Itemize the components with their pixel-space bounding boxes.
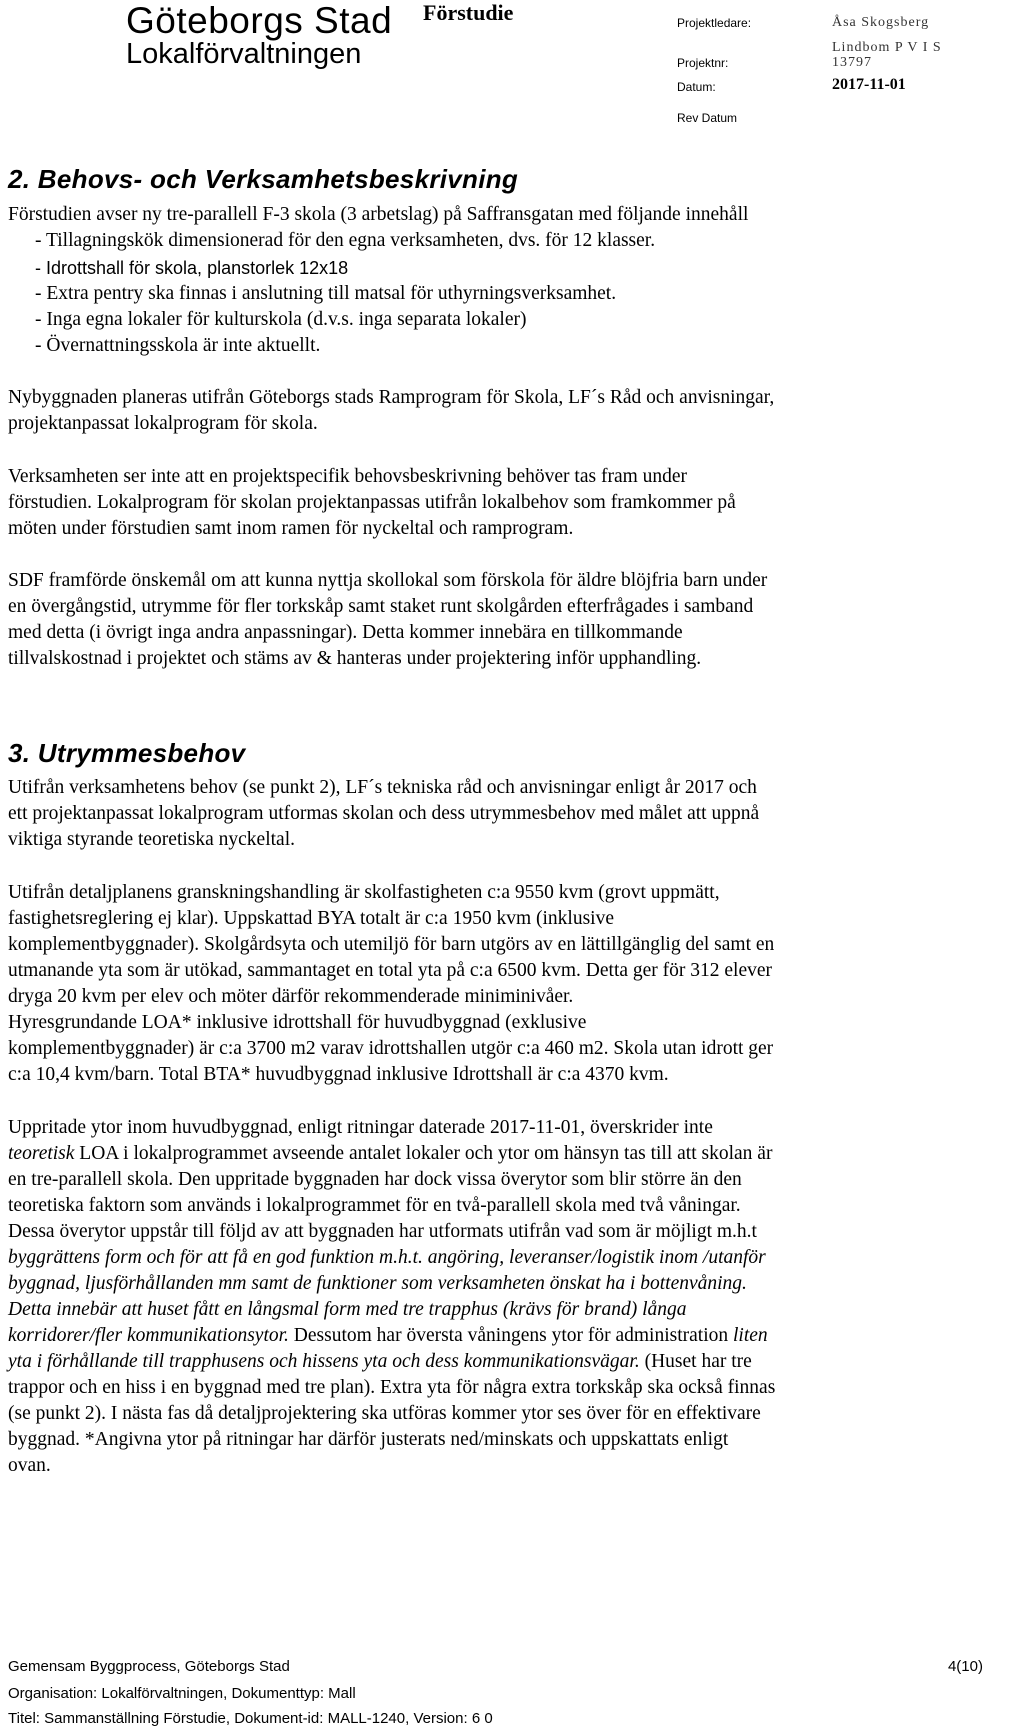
paragraph-line: teoretiska faktorn som används i lokalprogrammet för en två-parallell skola med två våningar.	[8, 1195, 741, 1216]
section-3-heading: 3. Utrymmesbehov	[8, 738, 246, 768]
paragraph-line: byggrättens form och för att få en god funktion m.h.t. angöring, leveranser/logistik inom /utanför	[8, 1247, 766, 1268]
section-2-heading: 2. Behovs- och Verksamhetsbeskrivning	[8, 164, 519, 194]
paragraph-line: Dessa överytor uppstår till följd av att byggnaden har utformats utifrån vad som är möjligt m.h.t	[8, 1221, 757, 1242]
org-department: Lokalförvaltningen	[126, 38, 362, 70]
line-text: (Huset har tre	[639, 1351, 752, 1372]
paragraph-line: Nybyggnaden planeras utifrån Göteborgs stads Ramprogram för Skola, LF´s Råd och anvisningar,	[8, 387, 775, 408]
page-number: 4(10)	[947, 1658, 983, 1675]
paragraph-line: byggnad, ljusförhållanden mm samt de funktioner som verksamheten önskat ha i bottenvåning.	[8, 1273, 747, 1294]
italic-term: teoretisk	[8, 1143, 75, 1164]
section-2-intro: Förstudien avser ny tre-parallell F-3 skola (3 arbetslag) på Saffransgatan med följande innehåll	[8, 204, 749, 225]
italic-text: korridorer/fler kommunikationsytor.	[8, 1325, 289, 1346]
paragraph-line: dryga 20 kvm per elev och möter därför rekommenderade miniminivåer.	[8, 986, 574, 1007]
paragraph-line: möten under förstudien samt inom ramen för nyckeltal och ramprogram.	[8, 518, 574, 539]
paragraph-line	[8, 1325, 768, 1347]
italic-text: liten	[733, 1325, 768, 1346]
paragraph-line: Utifrån detaljplanens granskningshandling är skolfastigheten c:a 9550 kvm (grovt uppmätt,	[8, 882, 720, 903]
paragraph-line: byggnad. *Angivna ytor på ritningar har därför justerats ned/minskats och uppskattats enligt	[8, 1429, 729, 1450]
org-name: Göteborgs Stad	[126, 0, 393, 41]
bullet-item: - Inga egna lokaler för kulturskola (d.v.s. inga separata lokaler)	[35, 309, 527, 330]
line-text: LOA i lokalprogrammet avseende antalet lokaler och ytor om hänsyn tas till att skolan är	[74, 1143, 773, 1164]
rev-datum-label: Rev Datum	[677, 111, 738, 125]
consultant-value: Lindbom P V I S	[832, 40, 942, 55]
paragraph-line: c:a 10,4 kvm/barn. Total BTA* huvudbyggnad inklusive Idrottshall är c:a 4370 kvm.	[8, 1064, 669, 1085]
projektledare-label: Projektledare:	[677, 16, 752, 30]
paragraph-line	[8, 1351, 752, 1373]
paragraph-line: utmanande yta som är utökad, sammantaget en total yta på c:a 6500 kvm. Detta ger för 312 elever	[8, 960, 773, 981]
paragraph-line: trappor och en hiss i en byggnad med tre plan). Extra yta för några extra torkskåp ska också finnas	[8, 1377, 776, 1398]
bullet-item: - Tillagningskök dimensionerad för den egna verksamheten, dvs. för 12 klasser.	[35, 230, 656, 251]
paragraph-line: komplementbyggnader) är c:a 3700 m2 varav idrottshallen utgör c:a 460 m2. Skola utan idrott ger	[8, 1038, 774, 1059]
bullet-item: - Extra pentry ska finnas i anslutning till matsal för uthyrningsverksamhet.	[35, 283, 617, 304]
projektnr-label: Projektnr:	[677, 56, 729, 70]
document-type: Förstudie	[423, 0, 514, 25]
paragraph-line: tillvalskostnad i projektet och stäms av & hanteras under projektering inför upphandling.	[8, 648, 702, 669]
paragraph-line	[8, 1143, 772, 1165]
projektledare-value: Åsa Skogsberg	[832, 15, 930, 30]
paragraph-line: fastighetsreglering ej klar). Uppskattad BYA totalt är c:a 1950 kvm (inklusive	[8, 908, 614, 929]
paragraph-line: förstudien. Lokalprogram för skolan projektanpassas utifrån lokalbehov som framkommer på	[8, 492, 736, 513]
paragraph-line: ett projektanpassat lokalprogram utformas skolan och dess utrymmesbehov med målet att uppnå	[8, 803, 760, 824]
datum-value: 2017-11-01	[832, 76, 906, 93]
footer-line-2: Organisation: Lokalförvaltningen, Dokumenttyp: Mall	[8, 1685, 356, 1702]
paragraph-line: en övergångstid, utrymme för fler torkskåp samt staket runt skolgården efterfrågades i samband	[8, 596, 754, 617]
paragraph-line: viktiga styrande teoretiska nyckeltal.	[8, 829, 295, 850]
footer-line-3: Titel: Sammanställning Förstudie, Dokument-id: MALL-1240, Version: 6 0	[8, 1710, 493, 1727]
italic-text: yta i förhållande till trapphusens och hissens yta och dess kommunikationsvägar.	[8, 1351, 640, 1372]
projektnr-value: 13797	[832, 55, 872, 70]
datum-label: Datum:	[677, 80, 716, 94]
bullet-item: - Idrottshall för skola, planstorlek 12x18	[35, 258, 349, 278]
paragraph-line: Utifrån verksamhetens behov (se punkt 2), LF´s tekniska råd och anvisningar enligt år 2017 och	[8, 777, 757, 798]
paragraph-line: komplementbyggnader). Skolgårdsyta och utemiljö för barn utgörs av en lättillgänglig del samt en	[8, 934, 775, 955]
paragraph-line: (se punkt 2). I nästa fas då detaljprojektering ska utföras kommer ytor ses över för en effektivare	[8, 1403, 761, 1424]
paragraph-line: med detta (i övrigt inga andra anpassningar). Detta kommer innebära en tillkommande	[8, 622, 683, 643]
paragraph-line: Uppritade ytor inom huvudbyggnad, enligt ritningar daterade 2017-11-01, överskrider inte	[8, 1117, 713, 1138]
footer-line-1: Gemensam Byggprocess, Göteborgs Stad	[8, 1658, 290, 1675]
paragraph-line: SDF framförde önskemål om att kunna nyttja skollokal som förskola för äldre blöjfria barn under	[8, 570, 768, 591]
paragraph-line: Detta innebär att huset fått en långsmal form med tre trapphus (krävs för brand) långa	[8, 1299, 687, 1320]
paragraph-line: ovan.	[8, 1455, 51, 1476]
paragraph-line: Hyresgrundande LOA* inklusive idrottshall för huvudbyggnad (exklusive	[8, 1012, 587, 1033]
line-text: Dessutom har översta våningens ytor för administration	[288, 1325, 733, 1346]
bullet-item: - Övernattningsskola är inte aktuellt.	[35, 335, 321, 356]
paragraph-line: projektanpassat lokalprogram för skola.	[8, 413, 318, 434]
paragraph-line: Verksamheten ser inte att en projektspecifik behovsbeskrivning behöver tas fram under	[8, 466, 688, 487]
paragraph-line: en tre-parallell skola. Den uppritade byggnaden har dock vissa överytor som blir större än den	[8, 1169, 742, 1190]
